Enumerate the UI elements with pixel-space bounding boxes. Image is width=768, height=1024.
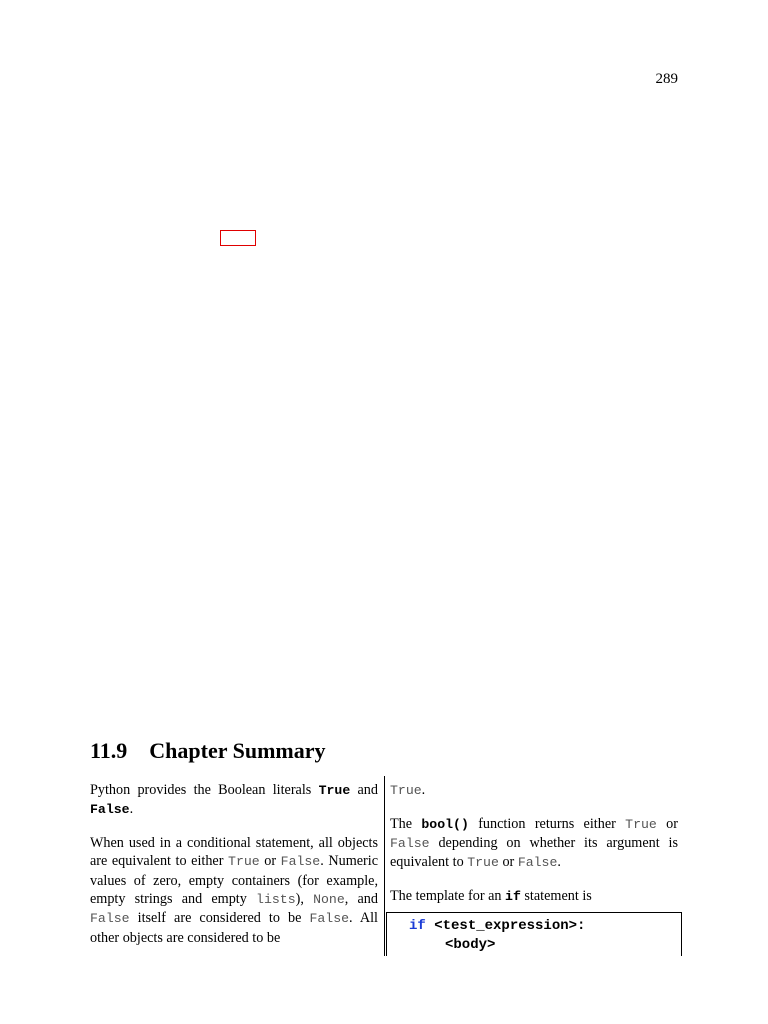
text: . <box>557 854 561 871</box>
text: Python provides the Boolean literals <box>90 782 319 798</box>
text: , and <box>344 890 378 907</box>
paragraph-boolean-literals <box>90 781 378 820</box>
code-false: False <box>90 802 130 818</box>
text: ), <box>295 890 314 907</box>
code-true: True <box>318 783 351 798</box>
code-line-2: <body> <box>445 937 496 953</box>
code-keyword-if: if <box>409 918 426 934</box>
text: . Numeric values of zero, empty containers (for example, empty strings and empty <box>90 853 378 907</box>
code-false: False <box>517 855 558 871</box>
right-column <box>390 781 678 921</box>
code-test-expression: <test_expression>: <box>425 918 586 934</box>
code-true: True <box>228 854 260 870</box>
paragraph-truthiness <box>90 834 378 947</box>
text: . <box>129 801 134 818</box>
code-block-if-template <box>386 912 682 956</box>
text: The <box>390 815 422 832</box>
paragraph-continuation <box>390 781 678 800</box>
text: or <box>498 854 518 871</box>
section-heading <box>90 738 326 764</box>
text: When used in a conditional statement, all objects are equivalent to either <box>90 835 378 870</box>
code-bool: bool() <box>421 816 469 832</box>
left-column <box>90 781 378 947</box>
highlight-box <box>220 230 256 246</box>
text: or <box>259 853 281 870</box>
text: function returns either <box>468 815 626 832</box>
code-none: None <box>313 891 345 907</box>
code-if: if <box>505 889 521 905</box>
code-lists: lists <box>256 891 296 907</box>
text: statement is <box>520 888 592 905</box>
code-false: False <box>90 911 130 927</box>
paragraph-bool-function <box>390 815 678 873</box>
text: The template for an <box>390 888 506 905</box>
page-number: 289 <box>655 71 678 87</box>
code-true: True <box>390 783 422 798</box>
text: or <box>656 815 678 832</box>
paragraph-if-template <box>390 887 678 906</box>
code-false: False <box>280 854 321 870</box>
code-line-1 <box>387 917 681 936</box>
text: . All other objects are considered to be <box>90 910 378 946</box>
text: depending on whether its argument is equivalent to <box>390 835 678 871</box>
text: and <box>350 782 378 798</box>
section-number: 11.9 <box>90 738 128 763</box>
section-title: Chapter Summary <box>149 738 326 763</box>
code-false: False <box>390 836 430 852</box>
code-true: True <box>467 855 499 871</box>
code-true: True <box>625 816 657 832</box>
code-false: False <box>309 911 350 927</box>
text: . <box>421 782 426 798</box>
text: itself are considered to be <box>129 910 310 927</box>
column-divider <box>384 776 385 956</box>
